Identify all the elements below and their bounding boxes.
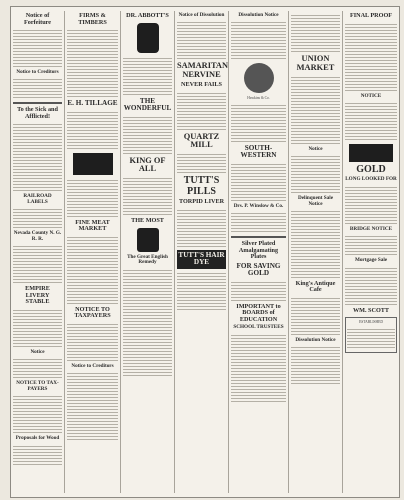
heading: Delinquent Sale Notice [297,195,334,207]
heading: KING OF ALL [129,155,166,174]
heading: Notice to Creditors [71,362,114,369]
heading: GOLD [356,163,386,175]
portrait-engraving [137,228,159,252]
heading: DR. ABBOTT'S [126,12,169,19]
heading: Mortgage Sale [354,257,388,264]
column-4 [175,11,229,493]
heading: THE WONDERFUL [123,96,172,113]
heading: NOTICE TO TAX-PAYERS [16,380,59,392]
heading: LONG LOOKED FOR [345,176,397,183]
heading: FINAL PROOF [349,12,393,19]
column-5 [229,11,289,493]
column-2 [65,11,121,493]
heading: Notice of Forfeiture [23,12,52,26]
portrait-engraving [137,23,159,53]
heading: FIRMS & TIMBERS [78,12,107,26]
heading: NEVER FAILS [181,81,222,89]
column-6 [289,11,343,493]
clock-illustration [244,63,274,93]
heading: Notice of Dissolution [178,12,225,18]
column-7 [343,11,399,493]
heading: TUTT'S PILLS [183,175,220,197]
heading: Proposals for Wood [15,435,60,442]
heading: Dissolution Notice [295,336,336,343]
heading: WM. SCOTT [352,306,390,314]
heading: SCHOOL TRUSTEES [233,324,284,331]
heading: BRIDGE NOTICE [349,225,393,232]
heading: QUARTZ MILL [183,131,220,150]
clock-caption: Hawkins & Co. [247,96,270,101]
heading: King's Antique Cafe [295,279,336,294]
column-3 [121,11,175,493]
heading: IMPORTANT to BOARDS of EDUCATION [236,302,281,323]
heading: Dissolution Notice [238,12,279,18]
newspaper-page [10,6,400,498]
heading: SAMARITAN NERVINE [177,61,229,80]
heading: THE MOST [131,217,164,225]
heading: SOUTH-WESTERN [240,143,277,160]
heading: EMPIRE LIVERY STABLE [25,285,50,306]
heading: NOTICE [360,92,382,99]
heading: FOR SAVING GOLD [236,261,281,278]
heading: Notice [308,145,323,152]
heading: The Great English Remedy [127,253,168,266]
heading: To the Sick and Afflicted! [17,106,58,120]
heading: RAILROAD LABELS [23,193,52,205]
heading: Silver Plated Amalgamating Plates [238,240,279,261]
bordered-ad: ESTABLISHED [345,317,397,352]
heading: FINE MEAT MARKET [75,218,110,233]
heading: Nevada County N. G. R. R. [13,230,62,242]
heading: TORPID LIVER [178,198,225,206]
heading: Drs. P. Winslow & Co. [233,202,284,209]
heading: Notice [30,348,45,355]
heading: TUTT'S HAIR DYE [177,250,226,269]
heading: UNION MARKET [296,54,335,72]
column-1 [11,11,65,493]
engraving-image [73,153,113,175]
heading: Notice to Creditors [16,69,59,75]
heading: E. H. TILLAGE [67,99,118,107]
engraving-image [349,144,393,162]
heading: NOTICE TO TAXPAYERS [74,305,111,320]
